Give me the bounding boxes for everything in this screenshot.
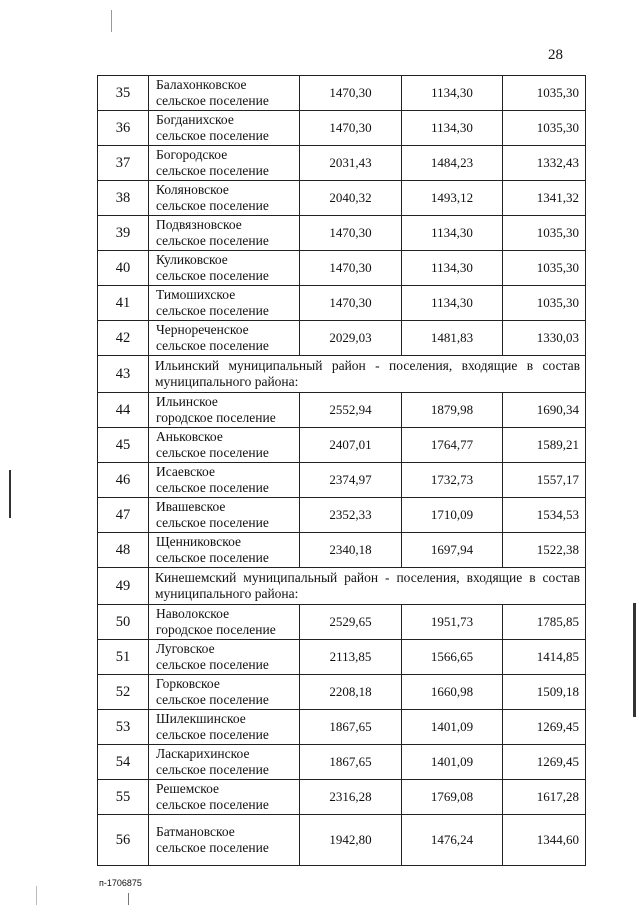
value-v2: 1660,98 [402,675,503,710]
settlement-name [149,710,300,745]
settlement-row [98,710,586,745]
row-number: 54 [98,745,149,780]
settlement-title: Шилекшинское [156,711,246,726]
settlement-title: Ильинское [156,394,218,409]
value-v3: 1617,28 [503,780,586,815]
value-v3: 1785,85 [503,605,586,640]
district-header-text: Ильинский муниципальный район - поселения, входящие в состав муниципального района: [149,356,586,393]
row-number: 38 [98,181,149,216]
value-v2: 1879,98 [402,393,503,428]
scan-mark-right [633,603,636,717]
settlement-row [98,251,586,286]
settlement-row [98,76,586,111]
value-v1: 1470,30 [300,251,402,286]
settlement-name [149,675,300,710]
value-v1: 1470,30 [300,111,402,146]
scan-mark-bottom [128,893,129,905]
row-number: 49 [98,568,149,605]
settlement-row [98,498,586,533]
settlement-type: сельское поселение [156,233,269,248]
row-number: 53 [98,710,149,745]
settlement-title: Решемское [156,781,220,796]
value-v2: 1484,23 [402,146,503,181]
value-v1: 1470,30 [300,216,402,251]
district-header-row [98,356,586,393]
value-v1: 2374,97 [300,463,402,498]
value-v3: 1522,38 [503,533,586,568]
value-v2: 1493,12 [402,181,503,216]
page-number: 28 [548,47,563,63]
value-v1: 2529,65 [300,605,402,640]
value-v3: 1414,85 [503,640,586,675]
settlement-row [98,286,586,321]
row-number: 40 [98,251,149,286]
value-v2: 1134,30 [402,111,503,146]
value-v2: 1134,30 [402,76,503,111]
settlement-name [149,640,300,675]
settlement-type: сельское поселение [156,93,269,108]
settlement-title: Черноречeнское [156,322,249,337]
settlement-title: Тимошихское [156,287,236,302]
row-number: 44 [98,393,149,428]
settlement-name [149,146,300,181]
value-v3: 1035,30 [503,76,586,111]
row-number: 56 [98,815,149,866]
settlement-name [149,815,300,866]
value-v3: 1344,60 [503,815,586,866]
row-number: 46 [98,463,149,498]
value-v2: 1566,65 [402,640,503,675]
value-v3: 1509,18 [503,675,586,710]
settlement-row [98,463,586,498]
settlement-row [98,393,586,428]
settlement-title: Куликовское [156,252,228,267]
row-number: 39 [98,216,149,251]
settlement-row [98,745,586,780]
settlement-title: Щенниковское [156,534,241,549]
settlement-name [149,393,300,428]
value-v2: 1481,83 [402,321,503,356]
value-v3: 1557,17 [503,463,586,498]
row-number: 42 [98,321,149,356]
settlement-type: городское поселение [156,410,276,425]
value-v1: 1470,30 [300,76,402,111]
value-v3: 1589,21 [503,428,586,463]
value-v1: 1867,65 [300,710,402,745]
settlement-row [98,321,586,356]
settlement-name [149,76,300,111]
value-v1: 2113,85 [300,640,402,675]
row-number: 36 [98,111,149,146]
settlement-title: Ивашевское [156,499,226,514]
settlement-row [98,428,586,463]
settlement-type: сельское поселение [156,762,269,777]
settlement-name [149,780,300,815]
table-body [98,76,586,866]
row-number: 45 [98,428,149,463]
settlement-type: сельское поселение [156,445,269,460]
value-v1: 2340,18 [300,533,402,568]
settlement-name [149,216,300,251]
settlement-title: Исаевское [156,464,215,479]
settlement-type: сельское поселение [156,268,269,283]
settlement-name [149,111,300,146]
value-v2: 1134,30 [402,286,503,321]
value-v1: 2031,43 [300,146,402,181]
row-number: 55 [98,780,149,815]
settlement-row [98,640,586,675]
settlement-name [149,428,300,463]
settlement-type: сельское поселение [156,480,269,495]
settlement-row [98,146,586,181]
settlement-title: Батмановское [156,824,235,839]
settlement-title: Богданихское [156,112,234,127]
settlement-row [98,605,586,640]
value-v3: 1035,30 [503,216,586,251]
value-v1: 1867,65 [300,745,402,780]
settlement-name [149,321,300,356]
settlement-title: Луговское [156,641,215,656]
value-v2: 1697,94 [402,533,503,568]
settlement-row [98,533,586,568]
settlement-type: сельское поселение [156,692,269,707]
value-v1: 2407,01 [300,428,402,463]
settlement-type: сельское поселение [156,840,269,855]
value-v1: 1942,80 [300,815,402,866]
settlement-name [149,181,300,216]
value-v1: 2208,18 [300,675,402,710]
settlement-title: Аньковское [156,429,223,444]
row-number: 51 [98,640,149,675]
value-v2: 1401,09 [402,710,503,745]
settlement-name [149,498,300,533]
settlement-type: сельское поселение [156,128,269,143]
settlement-title: Балахонковское [156,77,247,92]
value-v3: 1035,30 [503,286,586,321]
value-v2: 1764,77 [402,428,503,463]
row-number: 41 [98,286,149,321]
settlement-title: Богородское [156,147,228,162]
value-v3: 1035,30 [503,111,586,146]
settlement-name [149,286,300,321]
value-v1: 2316,28 [300,780,402,815]
value-v1: 2552,94 [300,393,402,428]
value-v1: 2352,33 [300,498,402,533]
value-v2: 1476,24 [402,815,503,866]
settlement-title: Наволокское [156,606,230,621]
value-v3: 1035,30 [503,251,586,286]
settlement-type: сельское поселение [156,303,269,318]
value-v1: 2029,03 [300,321,402,356]
settlement-type: сельское поселение [156,657,269,672]
settlement-type: сельское поселение [156,550,269,565]
settlement-row [98,216,586,251]
value-v3: 1269,45 [503,745,586,780]
row-number: 48 [98,533,149,568]
settlement-type: сельское поселение [156,727,269,742]
settlement-type: сельское поселение [156,163,269,178]
settlement-type: сельское поселение [156,515,269,530]
row-number: 35 [98,76,149,111]
settlement-title: Подвязновское [156,217,242,232]
document-code: п-1706875 [99,878,142,888]
settlement-name [149,605,300,640]
value-v1: 1470,30 [300,286,402,321]
settlement-name [149,533,300,568]
value-v2: 1710,09 [402,498,503,533]
settlement-name [149,745,300,780]
row-number: 43 [98,356,149,393]
value-v2: 1732,73 [402,463,503,498]
value-v2: 1401,09 [402,745,503,780]
settlement-type: сельское поселение [156,198,269,213]
settlement-title: Коляновское [156,182,229,197]
value-v3: 1330,03 [503,321,586,356]
settlement-row [98,780,586,815]
row-number: 37 [98,146,149,181]
district-header-text: Кинешемский муниципальный район - поселения, входящие в состав муниципального района: [149,568,586,605]
settlement-type: сельское поселение [156,338,269,353]
value-v2: 1134,30 [402,251,503,286]
value-v3: 1534,53 [503,498,586,533]
settlement-row [98,181,586,216]
value-v2: 1134,30 [402,216,503,251]
row-number: 47 [98,498,149,533]
value-v2: 1769,08 [402,780,503,815]
settlement-row [98,675,586,710]
scan-mark-top [111,10,112,32]
settlement-title: Ласкарихинское [156,746,250,761]
row-number: 52 [98,675,149,710]
row-number: 50 [98,605,149,640]
settlement-type: городское поселение [156,622,276,637]
settlement-name [149,251,300,286]
settlement-title: Горковское [156,676,220,691]
value-v1: 2040,32 [300,181,402,216]
value-v3: 1690,34 [503,393,586,428]
value-v3: 1341,32 [503,181,586,216]
settlement-name [149,463,300,498]
scan-mark-left [9,470,11,518]
value-v2: 1951,73 [402,605,503,640]
district-header-row [98,568,586,605]
settlement-row [98,815,586,866]
settlements-table [97,75,586,866]
value-v3: 1269,45 [503,710,586,745]
scan-mark-bottom-left [36,886,37,905]
settlement-type: сельское поселение [156,797,269,812]
value-v3: 1332,43 [503,146,586,181]
settlement-row [98,111,586,146]
